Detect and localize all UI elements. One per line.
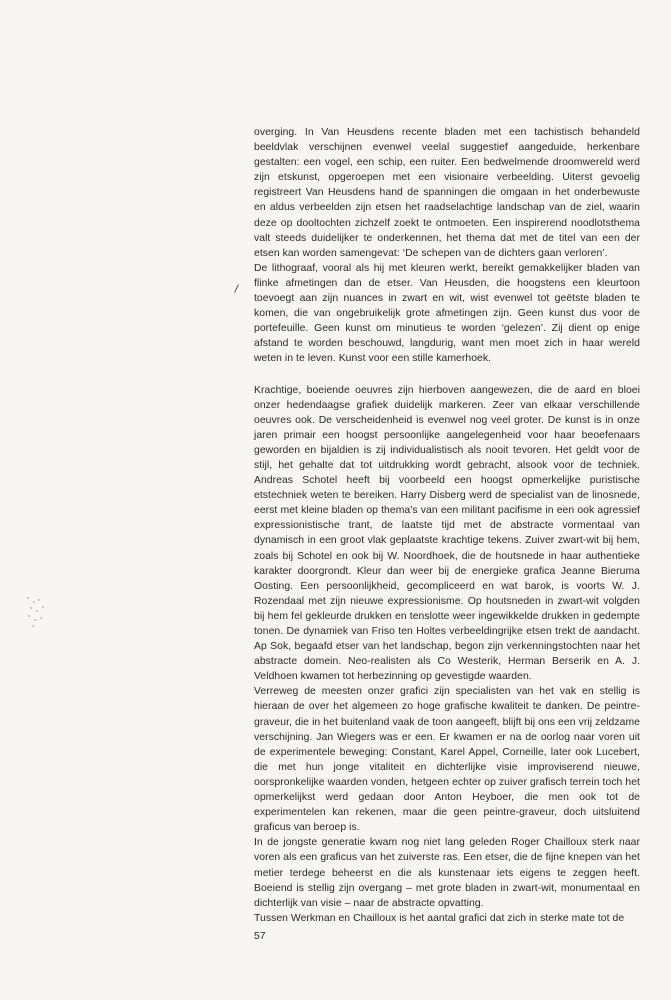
paper-smudge [24,595,52,629]
body-text-column [254,125,640,926]
paragraph-jongste-generatie: In de jongste generatie kwam nog niet lang geleden Roger Chailloux sterk naar voren als een graficus van het zuiverste ras. Een etser, die de fijne knepen van het metier terdege beheerst en die als kunstenaar iets eigens te zeggen heeft. Boeiend is stellig zijn overgang – met grote bladen in zwart-wit, monumentaal en dichterlijk van visie – naar de abstracte opvatting. [254,837,640,909]
paragraph-krachtige-oeuvres: Krachtige, boeiende oeuvres zijn hierboven aangewezen, die de aard en bloei onzer hedendaagse grafiek duidelijk markeren. Zeer van elkaar verschillende oeuvres ook. De verscheidenheid is evenwel nog veel groter. De kunst is in onze jaren primair een hoogst persoonlijke aangelegenheid voor haar beoefenaars geworden en bijaldien is zij individualistisch als nooit tevoren. Het geldt voor de stijl, het gehalte dat tot uitdrukking wordt gebracht, alsook voor de techniek. Andreas Schotel heeft bij voorbeeld een hoogst opmerkelijke puristische etstechniek weten te bereiken. Harry Disberg werd de specialist van de linosnede, eerst met kleine bladen op thema’s van een militant pacifisme in een ook agressief expressionistische trant, de laatste tijd met de abstracte vormentaal van dynamisch in een groot vlak geplaatste krachtige tekens. Zuiver zwart-wit bij hem, zoals bij Schotel en ook bij W. Noordhoek, die de houtsnede in haar authentieke karakter doorgrondt. Kleur dan weer bij de energieke grafica Jeanne Bieruma Oosting. Een persoonlijkheid, gecompliceerd en wat barok, is voorts W. J. Rozendaal met zijn nieuwe expressionisme. Op houtsneden in zwart-wit volgden bij hem fel gekleurde drukken en tenslotte weer ingewikkelde drukken in gedempte tonen. De dynamiek van Friso ten Holtes verbeeldingrijke etsen trekt de aandacht. Ap Sok, begaafd etser van het landschap, begon zijn verkenningstochten naar het abstracte domein. Neo-realisten als Co Westerik, Herman Berserik en A. J. Veldhoen kwamen tot herbezinning op gevestigde waarden. [254,384,640,683]
paragraph-werkman-chailloux: Tussen Werkman en Chailloux is het aantal grafici dat zich in sterke mate tot de [254,912,625,924]
page-number: 57 [254,931,266,942]
paragraph-specialisten: Verreweg de meesten onzer grafici zijn specialisten van het vak en stellig is hieraan de over het algemeen zo hoge grafische kwaliteit te danken. De peintre-graveur, die in het buitenland vaak de toon aangeeft, blijft bij ons een vrij zeldzame verschijning. Jan Wiegers was er een. Er kwamen er na de oorlog naar voren uit de experimentele beweging: Constant, Karel Appel, Corneille, later ook Lucebert, die met hun jonge vitaliteit en dichterlijke visie improviserend nieuwe, oorspronkelijke waarden vonden, hetgeen echter op zuiver grafisch terrein toch het opmerkelijkst werd gedaan door Anton Heyboer, die men ook tot de experimentelen kan rekenen, maar die geen peintre-graveur, doch uitsluitend graficus van beroep is. [254,686,640,834]
margin-pencil-mark [234,284,239,293]
paragraph-lithograaf: De lithograaf, vooral als hij met kleuren werkt, bereikt gemakkelijker bladen van flinke afmetingen dan de etser. Van Heusden, die hoogstens een kleurtoon toevoegt aan zijn nuances in zwart en wit, wist evenwel tot geëtste bladen te komen, die van ongebruikelijk grote afmetingen zijn. Geen kunst dus voor de portefeuille. Geen kunst om minutieus te worden ‘gelezen’. Zij dient op enige afstand te worden beschouwd, langdurig, want men moet zich in haar wereld weten in te leven. Kunst voor een stille kamerhoek. [254,262,640,365]
paragraph-van-heusden-bladen: overging. In Van Heusdens recente bladen met een tachistisch behandeld beeldvlak verschijnen evenwel veelal suggestief aangeduide, herkenbare gestalten: een vogel, een schip, een ruiter. Een bedwelmende droomwereld werd zijn etskunst, opgeroepen met een visionaire verbeelding. Uiterst gevoelig registreert Van Heusdens hand de spanningen die omgaan in het onderbewuste en aldus verbeelden zijn etsen het raadselachtige landschap van de ziel, waarin deze op dooltochten zichzelf zoekt te ontmoeten. Een inspirerend noodlotsthema valt steeds duidelijker te onderkennen, het thema dat met de titel van een der etsen kan worden samengevat: ‘De schepen van de dichters gaan verloren’. [254,127,640,259]
